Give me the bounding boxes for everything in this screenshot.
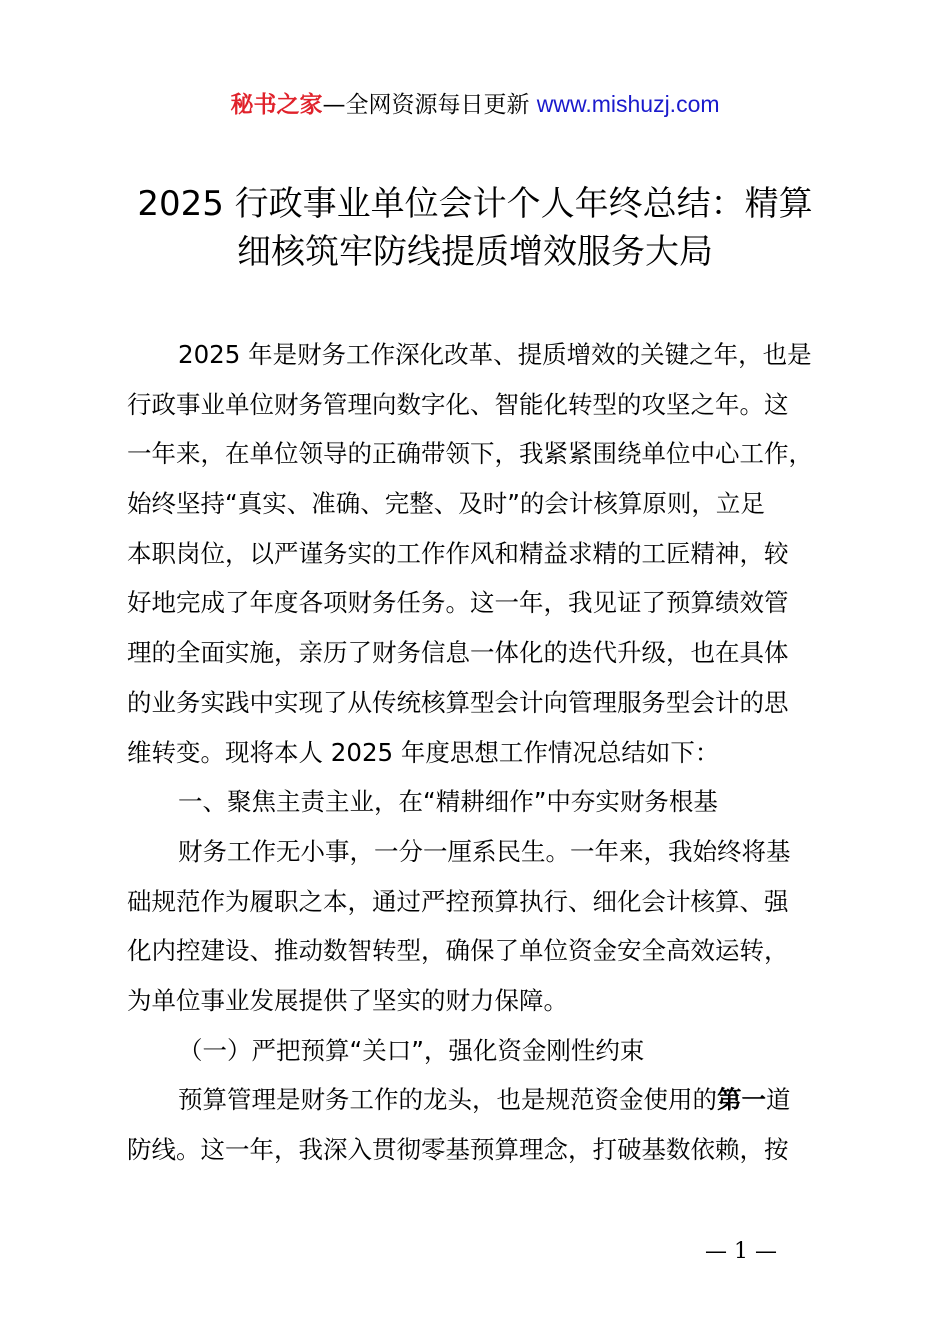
paragraph-line: 化内控建设、推动数智转型，确保了单位资金安全高效运转，: [127, 936, 789, 966]
header-tagline: —全网资源每日更新: [322, 92, 537, 118]
paragraph-line: 行政事业单位财务管理向数字化、智能化转型的攻坚之年。这: [127, 389, 789, 419]
paragraph-line: 为单位事业发展提供了坚实的财力保障。: [127, 985, 568, 1015]
title-line-1: 2025 行政事业单位会计个人年终总结：精算: [137, 184, 813, 224]
brand-name: 秘书之家: [230, 92, 323, 118]
paragraph-line: 础规范作为履职之本，通过严控预算执行、细化会计核算、强: [127, 886, 789, 916]
paragraph-line: 始终坚持“真实、准确、完整、及时”的会计核算原则，立足: [127, 489, 765, 519]
section-heading: 一、聚焦主责主业，在“精耕细作”中夯实财务根基: [178, 787, 718, 817]
subsection-heading: （一）严把预算“关口”，强化资金刚性约束: [178, 1035, 645, 1065]
paragraph-line: 一年来，在单位领导的正确带领下，我紧紧围绕单位中心工作，: [127, 439, 813, 469]
paragraph-line: 本职岗位，以严谨务实的工作作风和精益求精的工匠精神，较: [127, 538, 789, 568]
title-line-2: 细核筑牢防线提质增效服务大局: [237, 232, 713, 272]
paragraph-line: 维转变。现将本人 2025 年度思想工作情况总结如下：: [127, 737, 720, 767]
paragraph-text: 道: [766, 1085, 791, 1115]
paragraph-text: 预算管理是财务工作的龙头，也是规范资金使用的: [178, 1085, 717, 1115]
paragraph-line: 财务工作无小事，一分一厘系民生。一年来，我始终将基: [178, 836, 791, 866]
paragraph-line: [127, 1075, 833, 1125]
site-url-link[interactable]: www.mishuzj.com: [536, 91, 720, 117]
paragraph-line: 防线。这一年，我深入贯彻零基预算理念，打破基数依赖，按: [127, 1135, 789, 1164]
paragraph-line: 理的全面实施，亲历了财务信息一体化的迭代升级，也在具体: [127, 638, 789, 668]
document-body: [127, 330, 833, 1175]
paragraph-line: 好地完成了年度各项财务任务。这一年，我见证了预算绩效管: [127, 588, 789, 618]
paragraph-line: 2025 年是财务工作深化改革、提质增效的关键之年，也是: [178, 340, 812, 369]
page-number: — 1 —: [705, 1239, 777, 1264]
bold-emphasis: 第一: [717, 1085, 766, 1115]
site-header: [0, 86, 950, 123]
paragraph-line: 的业务实践中实现了从传统核算型会计向管理服务型会计的思: [127, 687, 789, 717]
document-title: [95, 180, 855, 276]
